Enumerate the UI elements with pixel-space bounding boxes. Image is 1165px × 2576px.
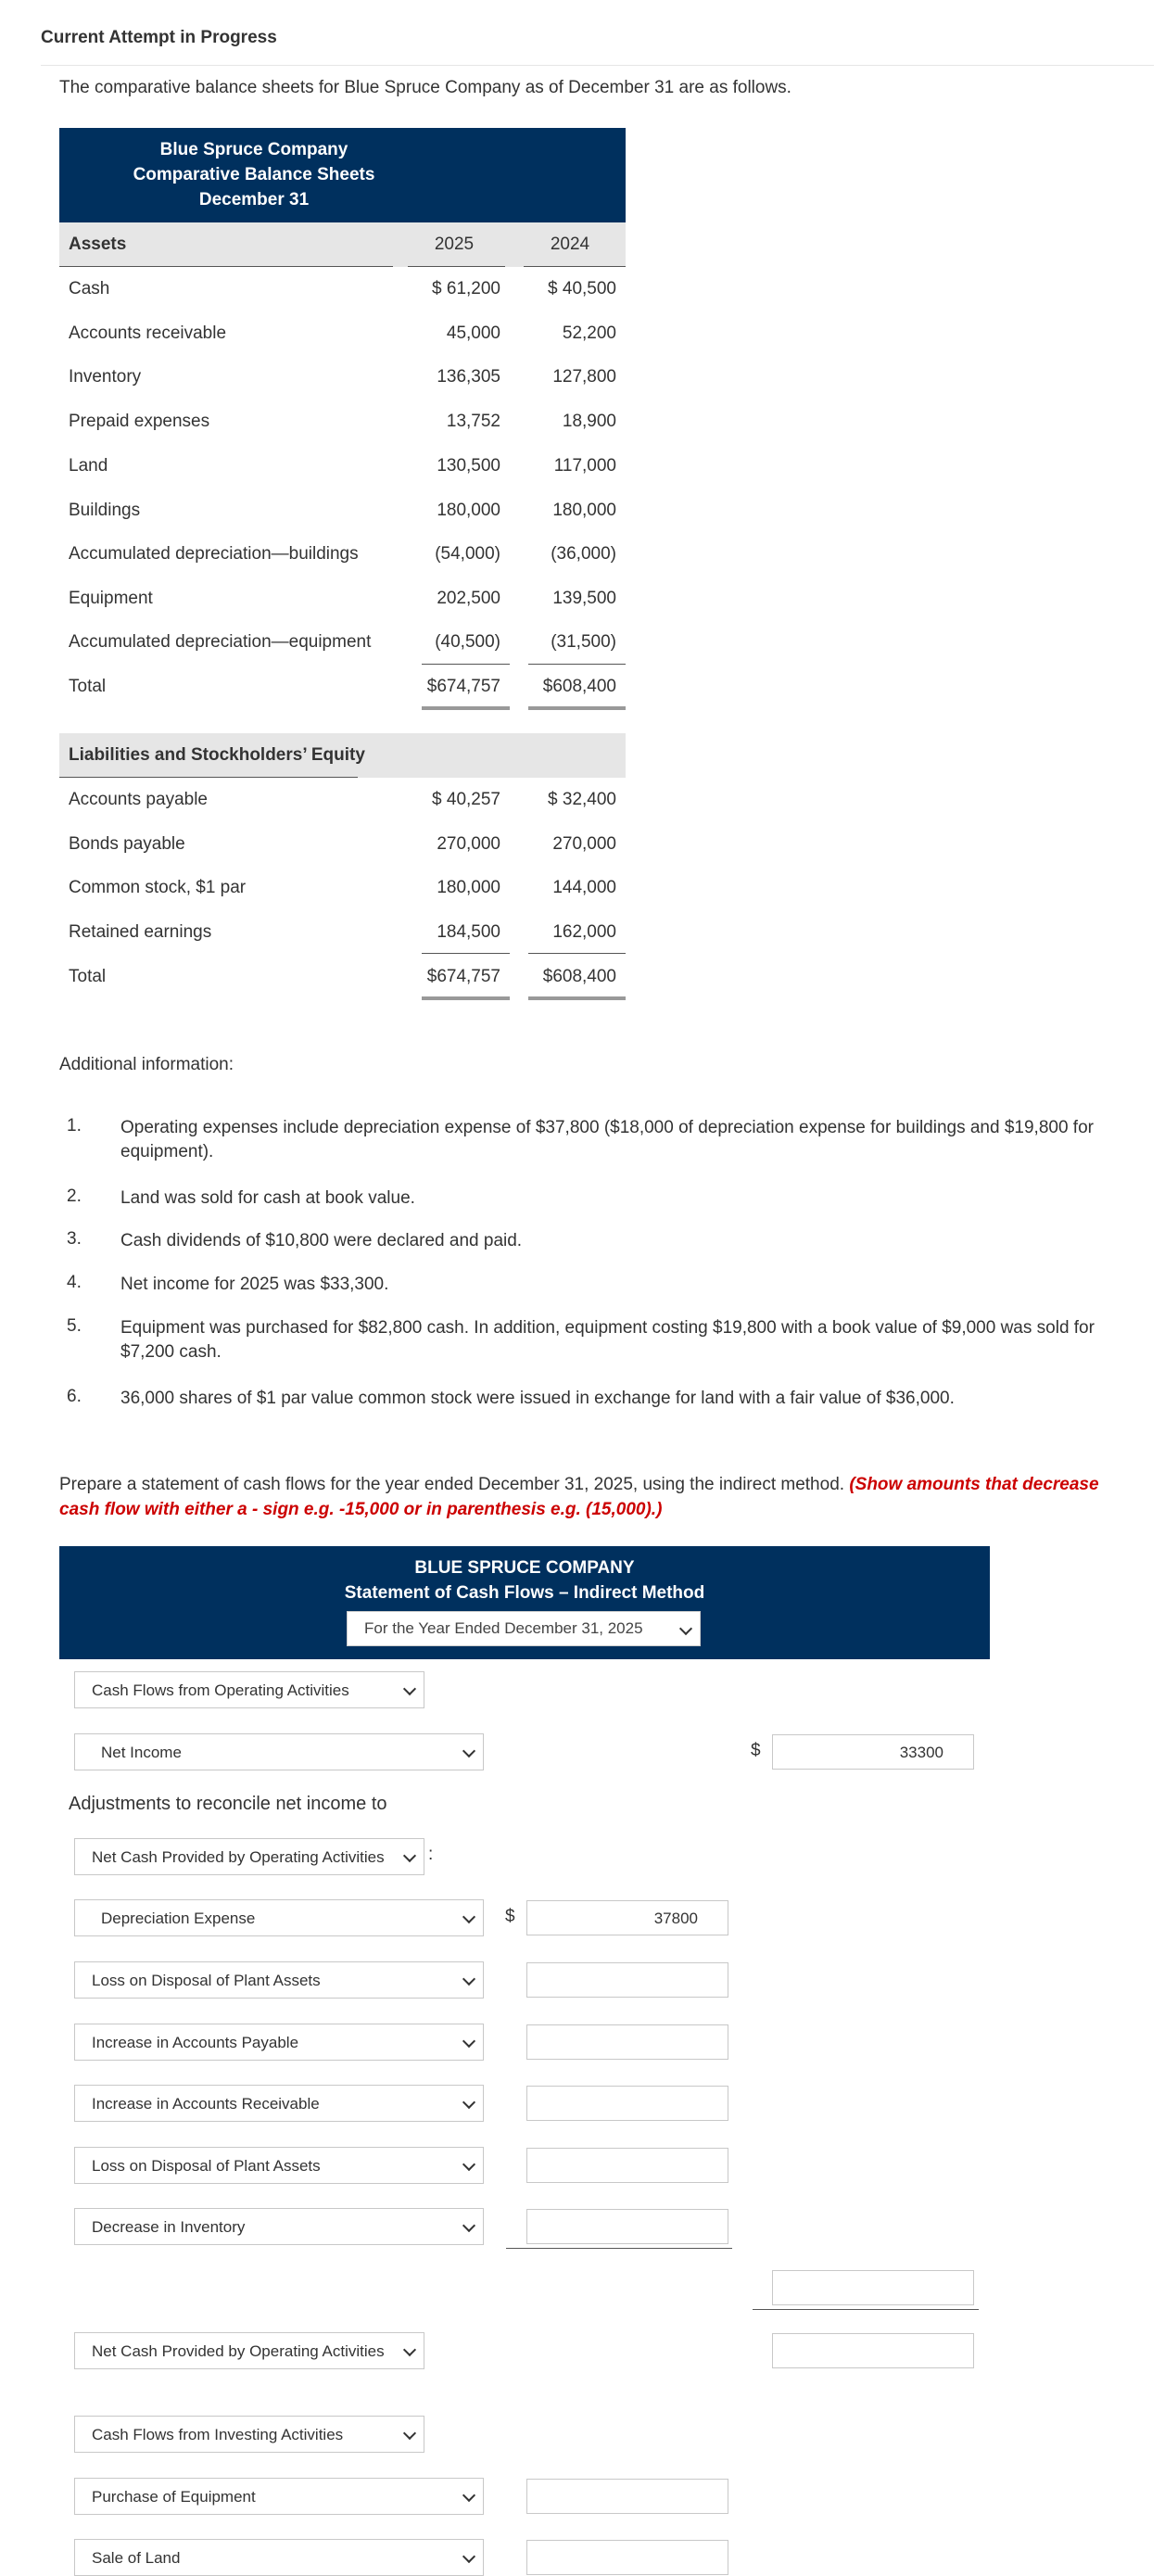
info-number: 2. <box>67 1186 82 1206</box>
instructions-text: Prepare a statement of cash flows for the year ended December 31, 2025, using the indirect method. <box>59 1475 850 1494</box>
asset-label: Buildings <box>69 501 141 520</box>
chevron-down-icon <box>679 1622 692 1635</box>
operating-heading-select[interactable] <box>74 1671 424 1708</box>
info-text: Equipment was purchased for $82,800 cash. In addition, equipment costing $19,800 with a book value of $9,000 was sold for $7,200 cash. <box>120 1318 1095 1362</box>
asset-2025: $ 61,200 <box>432 279 500 298</box>
asset-label: Total <box>69 677 107 696</box>
select-value: Increase in Accounts Receivable <box>92 2095 320 2113</box>
asset-2024: 18,900 <box>562 412 616 431</box>
investing-heading-select[interactable] <box>74 2416 424 2453</box>
liability-2025: $ 40,257 <box>432 790 500 809</box>
asset-2025: 136,305 <box>437 367 500 387</box>
adjustment-select[interactable] <box>74 2147 484 2184</box>
chevron-down-icon <box>462 1910 475 1923</box>
liability-label: Common stock, $1 par <box>69 878 247 897</box>
company-name: Blue Spruce Company <box>159 140 348 159</box>
liability-label: Accounts payable <box>69 790 208 809</box>
period-select[interactable] <box>347 1611 701 1646</box>
select-value: Cash Flows from Investing Activities <box>92 2426 344 2443</box>
liability-label: Retained earnings <box>69 922 212 942</box>
select-value: Sale of Land <box>92 2549 181 2567</box>
investing-select[interactable] <box>74 2478 484 2515</box>
asset-label: Accumulated depreciation—equipment <box>69 632 372 652</box>
chevron-down-icon <box>462 2550 475 2563</box>
chevron-down-icon <box>462 2158 475 2171</box>
cf-company: BLUE SPRUCE COMPANY <box>414 1558 635 1578</box>
instructions <box>59 1472 1134 1522</box>
info-number: 6. <box>67 1387 82 1406</box>
select-value: Purchase of Equipment <box>92 2488 256 2506</box>
total-adjustments-underline <box>753 2309 979 2310</box>
asset-2025: $674,757 <box>426 677 500 696</box>
select-value: Net Cash Provided by Operating Activities <box>92 2342 385 2360</box>
adjustment-input[interactable] <box>526 2148 728 2183</box>
asset-2024: 180,000 <box>552 501 616 520</box>
total-double-underline <box>528 706 626 710</box>
header-divider <box>41 65 1154 66</box>
asset-label: Accumulated depreciation—buildings <box>69 544 359 564</box>
total-adjustments-input[interactable] <box>772 2270 974 2305</box>
asset-label: Accounts receivable <box>69 324 227 343</box>
cf-statement-title: Statement of Cash Flows – Indirect Method <box>344 1583 705 1603</box>
liability-2024: 162,000 <box>552 922 616 942</box>
asset-2024: 139,500 <box>552 589 616 608</box>
net-income-select[interactable] <box>74 1733 484 1770</box>
chevron-down-icon <box>403 1849 416 1862</box>
info-number: 5. <box>67 1316 82 1336</box>
year2-underline <box>524 266 626 267</box>
adjustment-select[interactable] <box>74 2024 484 2061</box>
asset-2024: 117,000 <box>553 456 616 476</box>
asset-label: Land <box>69 456 108 476</box>
chevron-down-icon <box>403 2427 416 2440</box>
subtotal-underline <box>422 664 510 665</box>
asset-2025: (54,000) <box>435 544 500 564</box>
select-value: Net Cash Provided by Operating Activities <box>92 1848 385 1866</box>
asset-2024: $ 40,500 <box>548 279 616 298</box>
adjustment-select[interactable] <box>74 1899 484 1936</box>
asset-2024: (36,000) <box>551 544 616 564</box>
asset-2024: 127,800 <box>552 367 616 387</box>
liability-label: Bonds payable <box>69 834 185 854</box>
liability-2025: 184,500 <box>437 922 500 942</box>
dollar-sign: $ <box>751 1741 761 1760</box>
assets-underline <box>59 266 393 267</box>
info-number: 3. <box>67 1229 82 1249</box>
chevron-down-icon <box>462 2035 475 2048</box>
adjustments-text: Adjustments to reconcile net income to <box>69 1794 387 1814</box>
asset-label: Prepaid expenses <box>69 412 210 431</box>
net-operating-input[interactable] <box>772 2333 974 2368</box>
chevron-down-icon <box>462 2489 475 2502</box>
total-double-underline <box>528 996 626 1000</box>
asset-label: Equipment <box>69 589 153 608</box>
net-operating-select[interactable] <box>74 2332 424 2369</box>
statement-date: December 31 <box>198 190 310 209</box>
liability-2024: $608,400 <box>542 967 616 986</box>
page-title: Current Attempt in Progress <box>41 28 277 47</box>
subtotal-underline <box>528 664 626 665</box>
info-text: 36,000 shares of $1 par value common stock were issued in exchange for land with a fair value of $36,000. <box>120 1389 955 1408</box>
investing-input[interactable] <box>526 2540 728 2575</box>
investing-input[interactable] <box>526 2479 728 2514</box>
chevron-down-icon <box>462 1745 475 1758</box>
select-value: Loss on Disposal of Plant Assets <box>92 2157 321 2175</box>
liability-2025: 270,000 <box>437 834 500 854</box>
asset-label: Inventory <box>69 367 142 387</box>
intro-text: The comparative balance sheets for Blue Spruce Company as of December 31 are as follows. <box>59 78 791 97</box>
asset-2025: 202,500 <box>437 589 500 608</box>
info-text: Operating expenses include depreciation expense of $37,800 ($18,000 of depreciation expense for buildings and $19,800 for equipment). <box>120 1118 1094 1161</box>
subtotal-underline <box>528 953 626 954</box>
asset-2024: (31,500) <box>551 632 616 652</box>
net-income-input[interactable]: 33300 <box>772 1734 974 1770</box>
dollar-sign: $ <box>505 1907 515 1926</box>
adjustment-input[interactable] <box>526 2209 728 2244</box>
adjustment-select[interactable] <box>74 1961 484 1999</box>
total-double-underline <box>422 706 510 710</box>
year-2024: 2024 <box>550 235 590 254</box>
year-2025: 2025 <box>434 235 475 254</box>
chevron-down-icon <box>403 1682 416 1695</box>
chevron-down-icon <box>462 2219 475 2232</box>
statement-name: Comparative Balance Sheets <box>133 165 375 184</box>
asset-label: Cash <box>69 279 110 298</box>
chevron-down-icon <box>462 1973 475 1986</box>
info-text: Net income for 2025 was $33,300. <box>120 1275 389 1294</box>
liability-2024: 144,000 <box>552 878 616 897</box>
balance-sheet-header <box>59 128 626 222</box>
adjust-heading-select[interactable] <box>74 1838 424 1875</box>
liability-2025: $674,757 <box>426 967 500 986</box>
info-number: 4. <box>67 1273 82 1292</box>
info-number: 1. <box>67 1116 82 1136</box>
adjustment-select[interactable] <box>74 2085 484 2122</box>
chevron-down-icon <box>403 2343 416 2356</box>
period-select-value: For the Year Ended December 31, 2025 <box>364 1619 643 1637</box>
asset-2025: 180,000 <box>437 501 500 520</box>
liability-2024: $ 32,400 <box>548 790 616 809</box>
adjustment-input[interactable] <box>526 1962 728 1998</box>
adjustment-input[interactable] <box>526 2024 728 2060</box>
adjustment-select[interactable] <box>74 2208 484 2245</box>
adjustments-underline <box>506 2248 732 2249</box>
info-text: Land was sold for cash at book value. <box>120 1188 415 1208</box>
chevron-down-icon <box>462 2096 475 2109</box>
info-text: Cash dividends of $10,800 were declared and paid. <box>120 1231 523 1250</box>
select-value: Net Income <box>101 1744 182 1761</box>
asset-2025: 45,000 <box>446 324 500 343</box>
year1-underline <box>408 266 505 267</box>
select-value: Loss on Disposal of Plant Assets <box>92 1972 321 1989</box>
additional-heading: Additional information: <box>59 1055 234 1074</box>
liability-2024: 270,000 <box>552 834 616 854</box>
subtotal-underline <box>422 953 510 954</box>
total-double-underline <box>422 996 510 1000</box>
select-value: Cash Flows from Operating Activities <box>92 1681 349 1699</box>
adjustment-input[interactable]: 37800 <box>526 1900 728 1935</box>
asset-2025: 130,500 <box>437 456 500 476</box>
investing-select[interactable] <box>74 2539 484 2576</box>
select-value: Increase in Accounts Payable <box>92 2034 299 2051</box>
select-value: Depreciation Expense <box>101 1910 256 1927</box>
instructions-note: (Show amounts that decrease cash flow with either a - sign e.g. -15,000 or in parenthesis e.g. (15,000).) <box>59 1475 1099 1519</box>
assets-heading: Assets <box>69 235 127 254</box>
liabilities-heading: Liabilities and Stockholders’ Equity <box>69 745 365 765</box>
colon: : <box>428 1845 434 1864</box>
adjustment-input[interactable] <box>526 2086 728 2121</box>
asset-2025: (40,500) <box>435 632 500 652</box>
liabilities-underline <box>59 777 358 778</box>
liability-label: Total <box>69 967 107 986</box>
liability-2025: 180,000 <box>437 878 500 897</box>
asset-2024: $608,400 <box>542 677 616 696</box>
asset-2025: 13,752 <box>446 412 500 431</box>
asset-2024: 52,200 <box>562 324 616 343</box>
select-value: Decrease in Inventory <box>92 2218 246 2236</box>
